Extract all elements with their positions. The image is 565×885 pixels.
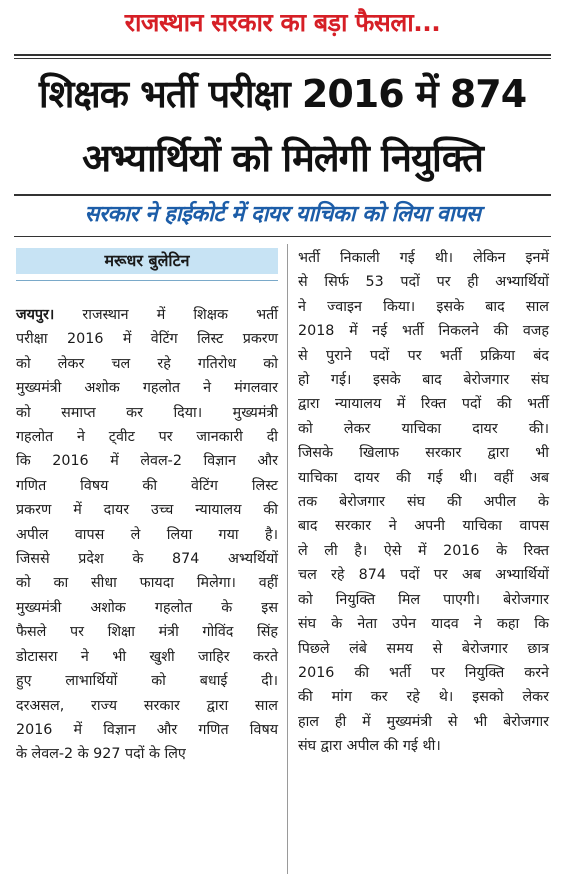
article-line — [16, 694, 278, 718]
article-line — [298, 563, 549, 587]
article-line-text: भर्ती निकाली गई थी। लेकिन इनमें — [298, 250, 549, 266]
article-line — [298, 588, 549, 612]
article-line-text: ले ली है। ऐसे में 2016 के रिक्त — [298, 542, 549, 559]
article-line-text: चल रहे 874 पदों पर अब अभ्यार्थियों — [298, 567, 549, 584]
article-line-text: मुख्यमंत्री अशोक गहलोत के इस — [16, 599, 278, 616]
byline-rule — [16, 280, 278, 281]
article-line — [16, 425, 278, 449]
article-line — [298, 441, 549, 465]
left-column-text — [16, 303, 278, 767]
article-line — [16, 596, 278, 620]
article-line — [298, 392, 549, 416]
article-line-text: 2018 में नई भर्ती निकलने की वजह — [298, 323, 549, 340]
article-line-text: को नियुक्ति मिल पाएगी। बेरोजगार — [298, 591, 549, 608]
article-line-text: की मांग कर रहे थे। इसको लेकर — [298, 689, 549, 706]
article-line-text: फैसले पर शिक्षा मंत्री गोविंद सिंह — [16, 624, 278, 641]
article-line — [16, 303, 278, 327]
article-line — [16, 498, 278, 522]
article-line-text: जिसके खिलाफ सरकार द्वारा भी — [298, 445, 549, 462]
article-line — [298, 734, 549, 758]
article-line-text: से सिर्फ 53 पदों पर ही अभ्यार्थियों — [298, 274, 549, 291]
article-line-text: को का सीधा फायदा मिलेगा। वहीं — [16, 575, 278, 592]
article-line — [298, 417, 549, 441]
article-line — [16, 547, 278, 571]
article-line — [298, 490, 549, 514]
article-line-text: संघ द्वारा अपील की गई थी। — [298, 738, 441, 755]
kicker-headline: राजस्थान सरकार का बड़ा फैसला... — [124, 8, 441, 37]
top-rule-thin — [14, 58, 551, 59]
article-line-text: तक बेरोजगार संघ की अपील के — [298, 494, 549, 511]
article-line-text: हाल ही में मुख्यमंत्री से भी बेरोजगार — [298, 713, 549, 730]
article-line — [16, 474, 278, 498]
article-line-text: दरअसल, राज्य सरकार द्वारा साल — [16, 697, 278, 714]
article-line — [298, 637, 549, 661]
article-line-text: जिससे प्रदेश के 874 अभ्यर्थियों — [16, 551, 278, 568]
headline-line-2: अभ्यार्थियों को मिलेगी नियुक्ति — [82, 136, 483, 180]
subhead-bottom-rule — [14, 236, 551, 237]
article-line — [16, 669, 278, 693]
article-line — [298, 368, 549, 392]
article-line-text: हो गई। इसके बाद बेरोजगार संघ — [298, 372, 549, 389]
article-line — [16, 352, 278, 376]
article-line-text: ने ज्वाइन किया। इसके बाद साल — [298, 298, 549, 315]
byline: मरूधर बुलेटिन — [16, 248, 278, 274]
main-headline — [0, 62, 565, 190]
article-line — [298, 514, 549, 538]
article-line-text: से पुराने पदों पर भर्ती प्रक्रिया बंद — [298, 347, 549, 364]
sub-headline: सरकार ने हाईकोर्ट में दायर याचिका को लिया वापस — [84, 202, 481, 227]
right-column-text — [298, 246, 549, 759]
article-line — [16, 645, 278, 669]
article-line — [298, 685, 549, 709]
article-line-text: के लेवल-2 के 927 पदों के लिए — [16, 746, 186, 763]
article-line — [298, 270, 549, 294]
article-line — [298, 539, 549, 563]
article-line — [298, 246, 549, 270]
article-line-text: बाद सरकार ने अपनी याचिका वापस — [298, 518, 549, 535]
article-line-text: को लेकर याचिका दायर की। — [298, 420, 549, 437]
headline-line-1: शिक्षक भर्ती परीक्षा 2016 में 874 — [38, 72, 527, 116]
article-line — [298, 295, 549, 319]
article-line — [16, 620, 278, 644]
article-column-right — [298, 246, 549, 759]
article-line — [298, 710, 549, 734]
article-line — [298, 612, 549, 636]
article-line-text: 2016 में विज्ञान और गणित विषय — [16, 721, 278, 738]
article-line-text: अपील वापस ले लिया गया है। — [16, 526, 278, 543]
article-line — [16, 327, 278, 351]
article-line-text: याचिका दायर की गई थी। वहीं अब — [298, 469, 549, 486]
article-line-text: कि 2016 में लेवल-2 विज्ञान और — [16, 453, 278, 470]
article-line-text: गहलोत ने ट्वीट पर जानकारी दी — [16, 429, 278, 446]
article-line-text: डोटासरा ने भी खुशी जाहिर करते — [16, 648, 278, 665]
article-line — [16, 523, 278, 547]
article-line-text: संघ के नेता उपेन यादव ने कहा कि — [298, 616, 549, 633]
article-line — [16, 571, 278, 595]
article-line-text: हुए लाभार्थियों को बधाई दी। — [16, 673, 278, 690]
top-rule — [14, 54, 551, 56]
article-column-left — [16, 246, 278, 767]
article-line-text: राजस्थान में शिक्षक भर्ती — [54, 307, 278, 323]
article-line-text: 2016 की भर्ती पर नियुक्ति करने — [298, 664, 549, 681]
article-line-text: को लेकर चल रहे गतिरोध को — [16, 355, 278, 372]
article-line-text: गणित विषय की वेटिंग लिस्ट — [16, 477, 278, 494]
article-line-text: प्रकरण में दायर उच्च न्यायालय की — [16, 502, 278, 519]
article-line — [298, 344, 549, 368]
article-line — [16, 742, 278, 766]
article-line-text: परीक्षा 2016 में वेटिंग लिस्ट प्रकरण — [16, 331, 278, 348]
article-line — [16, 718, 278, 742]
article-line — [298, 319, 549, 343]
column-divider — [287, 244, 288, 874]
article-line-text: को समाप्त कर दिया। मुख्यमंत्री — [16, 404, 278, 421]
article-line — [16, 401, 278, 425]
article-line-text: द्वारा न्यायालय में रिक्त पदों की भर्ती — [298, 396, 549, 413]
dateline: जयपुर। — [16, 307, 55, 323]
article-line — [16, 449, 278, 473]
article-line-text: मुख्यमंत्री अशोक गहलोत ने मंगलवार — [16, 380, 278, 397]
article-line-text: पिछले लंबे समय से बेरोजगार छात्र — [298, 640, 549, 657]
article-line — [16, 376, 278, 400]
article-line — [298, 661, 549, 685]
article-line — [298, 466, 549, 490]
